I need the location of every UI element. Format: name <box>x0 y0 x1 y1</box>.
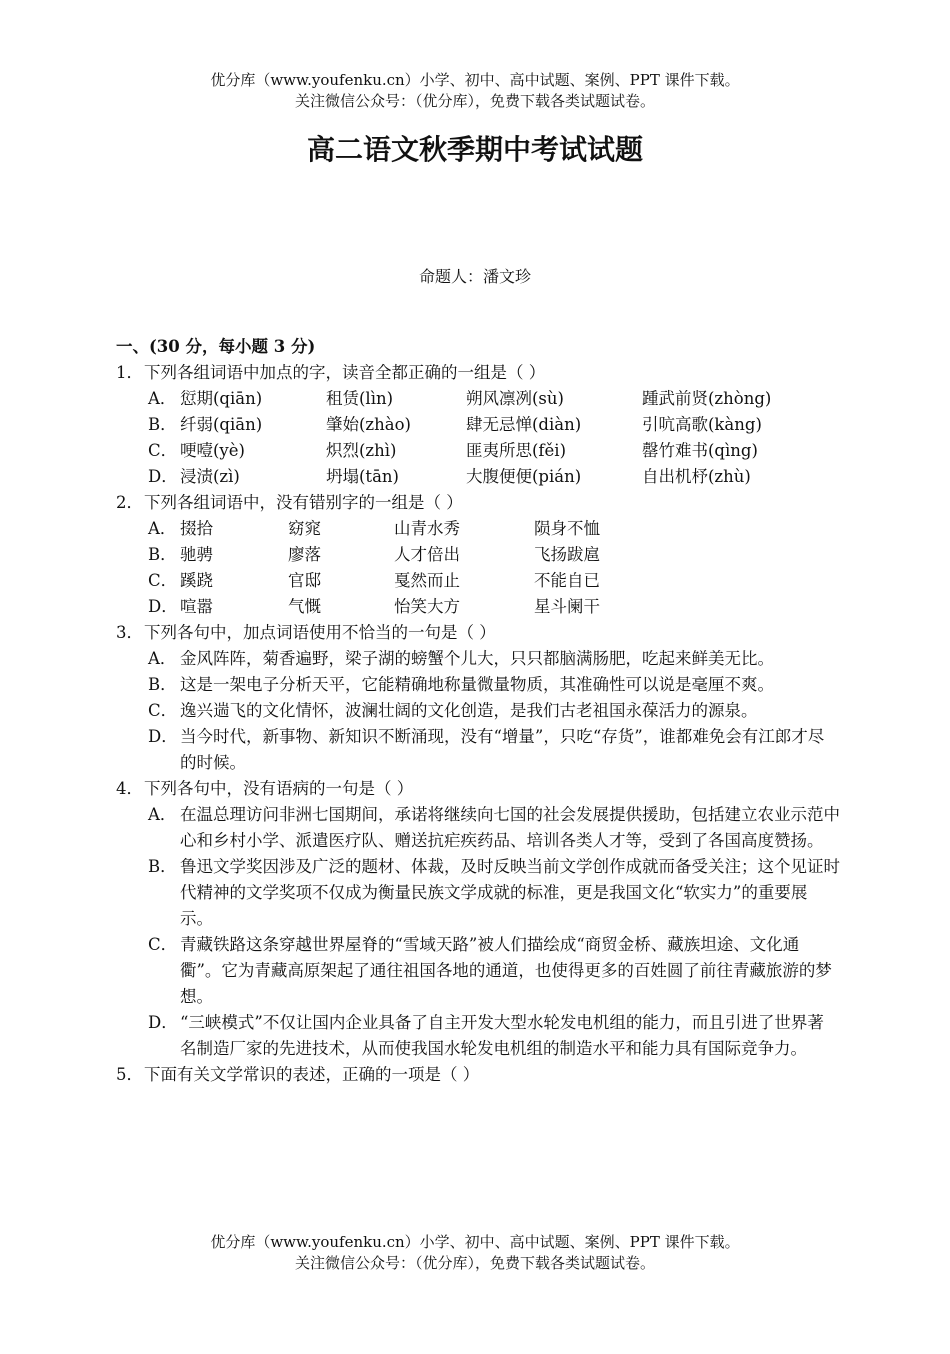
option-label: B． <box>148 675 177 694</box>
option-row <box>148 412 840 438</box>
option-item: 浸渍(zì) <box>180 467 240 486</box>
option-row <box>148 438 840 464</box>
option-label: C． <box>148 935 178 954</box>
option-sentence <box>148 646 840 672</box>
question-stem: 下列各组词语中加点的字，读音全都正确的一组是（ ） <box>144 363 546 382</box>
option-item: 肆无忌惮(diàn) <box>466 415 582 434</box>
section-heading: 一、(30 分，每小题 3 分) <box>116 337 316 356</box>
option-item: 蹊跷 <box>180 571 213 590</box>
option-sentence <box>148 724 840 776</box>
option-item: 引吭高歌(kàng) <box>642 415 762 434</box>
option-sentence <box>148 854 840 932</box>
question-number: 3． <box>116 623 143 642</box>
option-item: 陨身不恤 <box>534 519 600 538</box>
question-number: 4． <box>116 779 143 798</box>
author-line: 命题人：潘文珍 <box>418 267 531 286</box>
question-stem: 下面有关文学常识的表述，正确的一项是（ ） <box>144 1065 480 1084</box>
option-item: 大腹便便(pián) <box>466 467 582 486</box>
header-line-2: 关注微信公众号：（优分库），免费下载各类试题试卷。 <box>294 92 655 110</box>
option-item: 戛然而止 <box>394 571 460 590</box>
option-item: 怡笑大方 <box>394 597 460 616</box>
option-label: B． <box>148 857 177 876</box>
page-header <box>0 70 950 112</box>
option-item: 飞扬跋扈 <box>534 545 600 564</box>
option-label: A． <box>148 805 177 824</box>
option-item: 租赁(lìn) <box>326 389 394 408</box>
option-item: 纤弱(qiān) <box>180 415 263 434</box>
question-stem: 下列各组词语中，没有错别字的一组是（ ） <box>144 493 463 512</box>
option-text: 鲁迅文学奖因涉及广泛的题材、体裁，及时反映当前文学创作成就而备受关注；这个见证时代精神的文学奖项不仅成为衡量民族文学成就的标准，更是我国文化“软实力”的重要展示。 <box>180 857 840 928</box>
option-item: 喧嚣 <box>180 597 213 616</box>
question-1 <box>116 360 840 386</box>
option-item: 掇拾 <box>180 519 213 538</box>
option-text: 当今时代，新事物、新知识不断涌现，没有“增量”，只吃“存货”，谁都难免会有江郎才尽的时候。 <box>180 727 825 772</box>
question-4 <box>116 776 840 802</box>
option-item: 窈窕 <box>288 519 321 538</box>
option-row <box>148 594 840 620</box>
option-label: D． <box>148 727 178 746</box>
question-stem: 下列各句中，没有语病的一句是（ ） <box>144 779 414 798</box>
option-item: 不能自已 <box>534 571 600 590</box>
option-text: 在温总理访问非洲七国期间，承诺将继续向七国的社会发展提供援助，包括建立农业示范中心和乡村小学、派遣医疗队、赠送抗疟疾药品、培训各类人才等，受到了各国高度赞扬。 <box>180 805 840 850</box>
option-label: D． <box>148 467 178 486</box>
option-row <box>148 386 840 412</box>
question-2-options <box>148 516 840 620</box>
option-row <box>148 542 840 568</box>
question-stem: 下列各句中，加点词语使用不恰当的一句是（ ） <box>144 623 496 642</box>
option-label: D． <box>148 1013 178 1032</box>
option-label: A． <box>148 649 177 668</box>
option-item: 愆期(qiān) <box>180 389 263 408</box>
question-1-options <box>148 386 840 490</box>
option-text: 金风阵阵，菊香遍野，梁子湖的螃蟹个儿大，只只都脑满肠肥，吃起来鲜美无比。 <box>180 649 774 668</box>
option-label: D． <box>148 597 178 616</box>
question-3-options <box>148 646 840 776</box>
option-text: 青藏铁路这条穿越世界屋脊的“雪域天路”被人们描绘成“商贸金桥、藏族坦途、文化通衢”。它为青藏高原架起了通往祖国各地的通道，也使得更多的百姓圆了前往青藏旅游的梦想。 <box>180 935 832 1006</box>
option-text: 逸兴遄飞的文化情怀，波澜壮阔的文化创造，是我们古老祖国永葆活力的源泉。 <box>180 701 758 720</box>
question-number: 1． <box>116 363 143 382</box>
header-line-1: 优分库（www.youfenku.cn）小学、初中、高中试题、案例、PPT 课件下载。 <box>210 71 740 89</box>
option-sentence <box>148 802 840 854</box>
option-item: 廖落 <box>288 545 321 564</box>
option-sentence <box>148 932 840 1010</box>
question-5 <box>116 1062 840 1088</box>
option-item: 肇始(zhào) <box>326 415 411 434</box>
option-item: 官邸 <box>288 571 321 590</box>
option-text: “三峡模式”不仅让国内企业具备了自主开发大型水轮发电机组的能力，而且引进了世界著名制造厂家的先进技术，从而使我国水轮发电机组的制造水平和能力具有国际竞争力。 <box>180 1013 824 1058</box>
option-sentence <box>148 1010 840 1062</box>
option-item: 踵武前贤(zhòng) <box>642 389 772 408</box>
option-label: C． <box>148 571 178 590</box>
option-item: 罄竹难书(qìng) <box>642 441 758 460</box>
option-item: 气慨 <box>288 597 321 616</box>
page-footer <box>0 1232 950 1274</box>
option-item: 山青水秀 <box>394 519 460 538</box>
option-item: 驰骋 <box>180 545 213 564</box>
question-4-options <box>148 802 840 1062</box>
option-row <box>148 464 840 490</box>
option-label: A． <box>148 389 177 408</box>
option-label: A． <box>148 519 177 538</box>
question-number: 5． <box>116 1065 143 1084</box>
footer-line-2: 关注微信公众号：（优分库），免费下载各类试题试卷。 <box>294 1254 655 1272</box>
option-item: 人才倍出 <box>394 545 460 564</box>
option-sentence <box>148 672 840 698</box>
question-2 <box>116 490 840 516</box>
option-label: C． <box>148 441 178 460</box>
footer-line-1: 优分库（www.youfenku.cn）小学、初中、高中试题、案例、PPT 课件下载。 <box>210 1233 740 1251</box>
option-item: 匪夷所思(fěi) <box>466 441 567 460</box>
option-item: 星斗阑干 <box>534 597 600 616</box>
option-label: B． <box>148 545 177 564</box>
question-number: 2． <box>116 493 143 512</box>
option-row <box>148 516 840 542</box>
option-label: C． <box>148 701 178 720</box>
option-item: 朔风凛冽(sù) <box>466 389 564 408</box>
question-3 <box>116 620 840 646</box>
option-item: 炽烈(zhì) <box>326 441 397 460</box>
option-label: B． <box>148 415 177 434</box>
option-item: 坍塌(tān) <box>326 467 399 486</box>
option-item: 自出机杼(zhù) <box>642 467 751 486</box>
exam-content <box>116 334 840 1088</box>
option-sentence <box>148 698 840 724</box>
option-text: 这是一架电子分析天平，它能精确地称量微量物质，其准确性可以说是毫厘不爽。 <box>180 675 774 694</box>
exam-title: 高二语文秋季期中考试试题 <box>306 133 643 166</box>
option-row <box>148 568 840 594</box>
option-item: 哽噎(yè) <box>180 441 245 460</box>
